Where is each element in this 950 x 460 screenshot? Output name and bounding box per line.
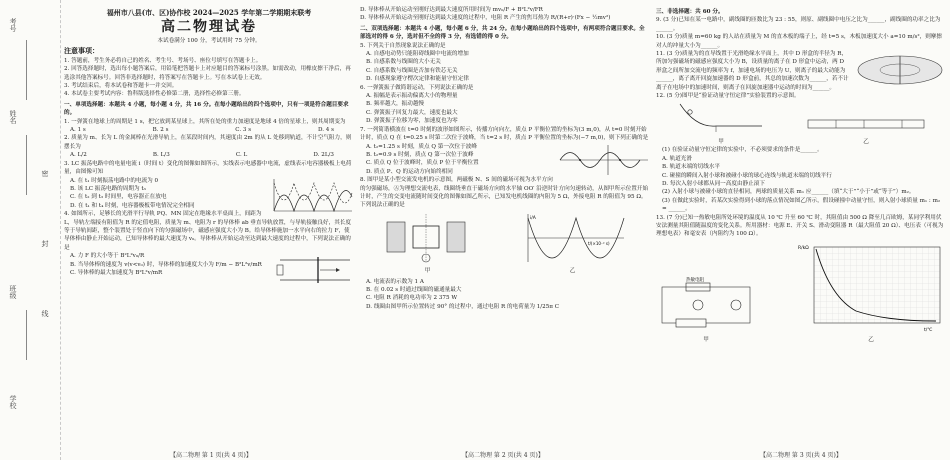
figure-caption: 甲 [703,337,709,344]
option: B. L/3 [152,152,170,159]
thermistor-label: 热敏电阻 [686,277,704,283]
question-9: 9. (3 分)已知在某一电路中，副线圈的匝数比为 23 : 55，则原、副线圈中电压之比为______，副线圈的功率之比为______。 [656,17,941,32]
option: D. 每次入射小球都从同一高度由静止滚下 [662,180,765,187]
school-label: 学校 [9,395,17,409]
question-10: 10. (3 分)质量 m=60 kg 的人站在质量为 M 的直木板的端子上，经 t=5 s，木板加速度大小 a=10 m/s²，则摩擦对人的冲量大小为______。 [656,34,942,49]
option: A. 力 F 的大小等于 B²L²v₀/R [70,253,145,260]
figure-yi [518,212,628,276]
page-footer: 【高二物理 第 1 页(共 4 页)】 [170,452,252,459]
lc-oscillation-figure [270,177,354,215]
class-label: 班级 [9,285,17,299]
option: C. L [235,152,248,159]
question-6: 6. 一弹簧振子做简谐运动，下列说法正确的是 [360,84,474,91]
question-11: 11. (3 分)质量为的直导线置于光滑绝缘水平面上，其中 D 形盒的半径为 R，所加匀强磁场的磁感应强度大小为 B，设质量的离子在 D 形盒中运动，两 D 形盒之间所加交流电的频率为 f，加速电场的电压为 U，则离子的最大动能为______，离子离开回旋加速器的 D 形盒前，其总的加速次数为______，若不计离子在电场中的加速时间，则离子在回旋加速器中运动的时间为______。 [656,51,849,91]
sub-question: (3) 在做此实验时，若某次实验得到小球的落点情况如图乙所示，假设碰撞中动量守恒，则入射小球质量 m₁ : m₂ = ______。 [662,197,941,213]
option: D. 自感现象遵守楞次定律和能量守恒定律 [366,76,469,83]
name-label: 姓名 [9,110,17,124]
column-page-1 [64,6,354,446]
figure-yi [796,241,946,345]
option: A. 1 s [70,127,86,134]
options-row [64,126,354,134]
option: D. 弹簧振子位移为零，加速度也为零 [366,118,458,125]
exam-meta: 本试卷满分 100 分，考试用时 75 分钟。 [157,38,261,44]
option: B. 当导体棒的速度为 v(v<v₀) 时，导体棒的加速度大小为 F/m − B²L²v/mR [70,261,262,268]
question-2: 2. 质量为 m、长为 L 的金属棒在光滑导轨上，在某段时间内，其速度由 2m 的从 L 处移到轨道，不计空气阻力，则摆长为 [64,135,352,150]
momentum-figures [656,100,946,146]
option: C. 碰撞的瞬间入射小球和被碰小球的球心连线与轨道末端的切线平行 [662,172,832,179]
page-footer: 【高二物理 第 2 页(共 4 页)】 [462,452,544,459]
current-graph [518,212,628,264]
sub-question: (2) 入射小球与被碰小球的直径相同，两球的质量关系 m₁ 应______（填“大于”“小于”或“等于”）m₂。 [662,189,915,196]
question-5: 5. 下列关于自然现象说法正确的是 [360,42,446,49]
option: B. 频率越大，振动越慢 [366,101,425,108]
wave-figure [558,143,650,177]
track-diagram [676,100,766,134]
figure-caption: 甲 [424,268,431,275]
question-13: 13. (7 分)已知一热敏电阻所处环境的温度从 10 ℃ 升至 60 ℃ 时，其阻值由 500 Ω 降至几百欧姆，某同学利用伏安法测量其阻值随温度的变化关系。所用器材：电源 E、开关 S、滑动变阻器 R（最大阻值 20 Ω）、电压表（可视为理想电表）和毫安表（内阻约为 100 Ω）。 [656,214,944,238]
section-heading: 一、单项选择题：本题共 4 小题，每小题 4 分，共 16 分。在每小题给出的四个选项中，只有一项是符合题目要求的。 [64,101,349,117]
option: C. 在 t₂ 到 t₃ 时间里，电容器正在放电 [70,194,167,201]
cyclotron-figure [854,50,946,90]
section-heading: 三、非选择题：共 60 分。 [656,9,724,15]
landing-points [806,114,926,134]
option: B. t₂=0.9 s 时刻，质点 Q 第一次位于波峰 [366,151,474,158]
figure-caption: 甲 [718,138,724,145]
fill-line [26,310,27,360]
option: C. 3 s [235,127,252,134]
option: C. 弹簧振子回复力最大，速度也最大 [366,109,458,116]
option: C. 电阻 R 消耗的电功率为 2 375 W [366,295,458,302]
sub-question: (1) 在验证动量守恒定律的实验中，不必须要求的条件是______。 [662,147,823,154]
option: A. 电流表的示数为 1 A [366,278,424,285]
option: D. 2L/3 [313,152,334,159]
column-page-3 [656,6,946,446]
axis-label-i: i/A [529,215,536,221]
option: D. 质点 P、Q 的运动方向始终相同 [366,168,453,175]
binding-margin [0,0,61,460]
figure-jia [656,277,756,345]
fill-line [26,40,27,100]
seal-mark-1: 密 [41,170,49,177]
notes-title: 注意事项： [64,46,99,56]
option: B. 2 s [152,127,169,134]
option: A. 在 t₁ 时刻振荡电路中的电流为 0 [70,177,159,184]
question-12: 12. (5 分)图甲是“验证动量守恒定律”实验装置的示意图。 [656,93,800,100]
seal-mark-3: 线 [41,310,49,317]
fill-line [26,135,27,195]
resistance-temperature-graph [796,241,946,333]
exam-number-label: 考号 [9,18,17,32]
circuit-diagram [656,277,756,333]
figure-caption: 乙 [868,337,874,344]
option: D. 线圈由图甲所示位置转过 90° 的过程中，通过电阻 R 的电荷量为 1/25π C [366,303,559,310]
option: D. 4 s [317,127,334,134]
thermistor-figures [656,241,946,345]
option: B. 在 0.02 s 时通过线圈的磁通量最大 [366,286,462,293]
question-1: 1. 一弹簧在地球上的周期是 1 s，把它放到某星球上，其所在处的重力加速度是地球 4 倍的星球上，则其周期变为 [64,118,346,125]
question-3: 3. LC 振荡电路中的电量电流 i（时间 t）变化的图像如图所示，实线表示电感器中电流，虚线表示电容器极板上电荷量，由图像可知 [64,160,352,176]
page-footer: 【高二物理 第 3 页(共 4 页)】 [760,452,842,459]
section-heading: 二、双项选择题：本题共 4 小题，每小题 6 分，共 24 分。在每小题给出的四个选项中，有两项符合题目要求。全部选对的得 6 分，选对但不全的得 3 分，有选错的得 0 分。 [360,25,645,41]
option: A. t₂=1.25 s 时刻，质点 Q 第一次位于波峰 [366,143,477,150]
axis-label-r: R/kΩ [798,245,809,251]
figure-yi [806,114,926,146]
figure-caption: 乙 [569,268,576,275]
option: B. 自感系数与线圈的大小无关 [366,59,441,66]
figure-jia [383,212,473,276]
seal-mark-2: 封 [41,240,49,247]
rail-figure [274,252,354,288]
option: B. 该 LC 振荡电路的周期为 t₃ [70,185,146,192]
column-page-2 [360,6,650,446]
option: D. 导体棒从开始运动至刚好达到最大速度所用时间为 mv₀/F + B²L²v/FR [360,7,543,13]
axis-label-t: t/(×10⁻² s) [587,240,610,246]
option: B. 轨道末端的切线水平 [662,164,721,171]
option: A. 振幅是表示振动偏离大小的物理量 [366,93,458,100]
question-7: 7. 一列简谐横波在 t=0 时刻的波形如图所示，传播方向向左，质点 P 平衡位置的坐标为(3 m,0)，从 t=0 时刻开始计时，质点 Q 在 t=0.25 s 时第二次位于波峰，当 t=2 s 时，质点 P 平衡位置的坐标为(−7 m,0)，则下列正确的是 [360,126,649,142]
exam-header: 福州市八县(市、区)协作校 2024—2025 学年第二学期期末联考 [106,8,312,17]
note-item: 4. 本试卷主要考试内容：鲁科版选择性必修第二册，选择性必修第三册。 [64,91,245,98]
generator-diagram [383,212,473,264]
note-item: 1. 答题前，考生务必将自己的姓名、考生号、考场号、座位号填写在答题卡上。 [64,57,262,64]
options-row [64,151,354,159]
option: A. L/2 [70,152,87,159]
page-title: 高二物理试卷 [161,19,257,35]
question-8: 8. 图甲是某小型交流发电机的示意图，两磁极 N、S 间的磁场可视为水平方向的匀强磁场，Ⓐ为理想交流电表，线圈绕垂直于磁场方向的水平轴 OO′ 沿逆时针方向匀速转动，从图甲所示位置开始计时，产生的交变电流随时间变化的图像如图乙所示，已知发电机线圈的内阻为 5 Ω，外接电阻 R 的阻值为 95 Ω。下列说法正确的是 [360,177,649,209]
question-4: 4. 如图所示，足够长的光滑平行导轨 PQ、MN 固定在绝缘水平桌面上，间距为 L，导轨左端接有阻值为 R 的定值电阻，质量为 m、电阻为 r 的导体棒 ab 垂直导轨放置，与导轨接触良好，其长度等于导轨间距，整个装置处于竖直向下的匀强磁场中，磁感应强度大小为 B。给导体棒施加一水平向右的拉力 F，使导体棒由静止开始运动，已知导体棒的最大速度为 v₀。导体棒从开始运动至达到最大速度的过程中，下列说法正确的是 [64,211,351,251]
option: C. 自感系数与线圈是否加有铁芯无关 [366,67,458,74]
option: C. 导体棒的最大加速度为 B²L²v/mR [70,269,163,276]
option: D. 导体棒从开始运动至刚好达到最大速度的过程中，电阻 R 产生的焦耳热为 R/(R+r)·(Fx − ½mv²) [360,15,611,22]
axis-label-t: t/℃ [924,327,933,333]
figure-caption: 乙 [863,138,869,145]
option: A. 自感电动势只能阻碍线圈中电流的增加 [366,51,469,58]
generator-figures [360,212,650,276]
option: D. 在 t₁ 和 t₄ 时刻，电容器极板带电情况完全相同 [70,202,195,209]
option: C. 质点 Q 位于波峰时，质点 P 位于平衡位置 [366,160,479,167]
figure-jia [676,100,766,146]
note-item: 3. 考试结束后，将本试卷和答题卡一并交回。 [64,83,178,90]
option: A. 轨道光滑 [662,155,692,162]
note-item: 2. 回答选择题时，选出每小题答案后，用铅笔把答题卡上对应题目的答案标号涂黑。如需改动，用橡皮擦干净后，再选涂其他答案标号。回答非选择题时，将答案写在答题卡上。写在本试卷上无效。 [64,66,351,81]
